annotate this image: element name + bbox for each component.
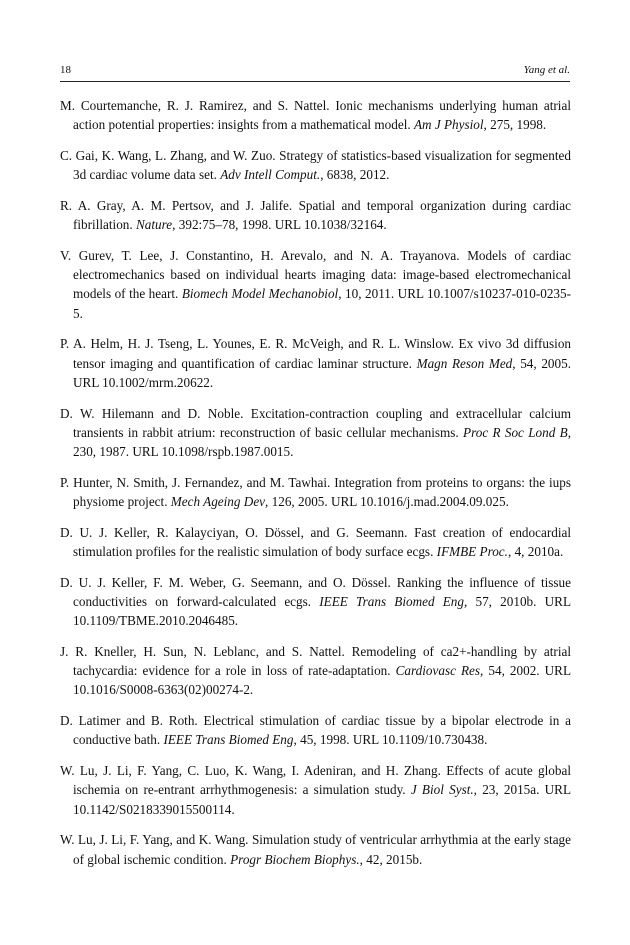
reference-journal: IFMBE Proc. xyxy=(436,544,508,560)
reference-authors: R. A. Gray, A. M. Pertsov, and J. Jalife. xyxy=(60,198,293,213)
reference-title: Excitation-contraction coupling and extracellular calcium transients in rabbit atrium: reconstruction of basic cellular mechanisms. xyxy=(73,405,571,440)
reference-journal: Magn Reson Med xyxy=(416,355,513,371)
reference-title: Effects of acute global ischemia on re-entrant arrhythmogenesis: a simulation study. xyxy=(73,763,571,798)
reference-details: , 392:75–78, 1998. URL 10.1038/32164. xyxy=(172,217,387,233)
reference-details: , 54, 2002. URL 10.1016/S0008-6363(02)00274-2. xyxy=(73,663,572,698)
running-head: Yang et al. xyxy=(523,64,570,76)
reference-entry xyxy=(60,573,571,631)
reference-details: , 54, 2005. URL 10.1002/mrm.20622. xyxy=(73,355,572,390)
reference-authors: M. Courtemanche, R. J. Ramirez, and S. Nattel. xyxy=(60,98,330,113)
reference-title: Strategy of statistics-based visualization for segmented 3d cardiac volume data set. xyxy=(73,148,571,183)
reference-journal: IEEE Trans Biomed Eng xyxy=(319,594,464,610)
reference-entry xyxy=(60,523,571,561)
reference-entry xyxy=(60,642,571,700)
reference-entry xyxy=(60,404,571,462)
reference-authors: D. Latimer and B. Roth. xyxy=(60,713,198,729)
reference-title: Fast creation of endocardial stimulation profiles for the realistic simulation of body surface ecgs. xyxy=(73,524,571,560)
reference-details: , 10, 2011. URL 10.1007/s10237-010-0235-5. xyxy=(73,286,572,321)
reference-authors: D. U. J. Keller, F. M. Weber, G. Seemann, and O. Dössel. xyxy=(60,574,391,590)
reference-entry xyxy=(60,96,571,134)
reference-entry xyxy=(60,830,571,868)
page-header xyxy=(60,64,570,80)
reference-details: , 230, 1987. URL 10.1098/rspb.1987.0015. xyxy=(73,424,571,460)
reference-authors: V. Gurev, T. Lee, J. Constantino, H. Arevalo, and N. A. Trayanova. xyxy=(60,248,460,263)
reference-journal: Cardiovasc Res xyxy=(395,663,481,679)
reference-entry xyxy=(60,473,571,511)
reference-details: , 4, 2010a. xyxy=(507,544,564,560)
reference-title: Models of cardiac electromechanics based on individual hearts imaging data: image-based electromechanical models of the heart. xyxy=(73,248,571,302)
reference-title: Ranking the influence of tissue conductivities on forward-calculated ecgs. xyxy=(73,574,572,610)
reference-authors: J. R. Kneller, H. Sun, N. Leblanc, and S. Nattel. xyxy=(60,644,345,660)
reference-journal: Biomech Model Mechanobiol xyxy=(181,286,339,302)
reference-journal: Nature xyxy=(136,217,173,233)
reference-journal: IEEE Trans Biomed Eng xyxy=(163,732,294,748)
reference-entry xyxy=(60,196,571,234)
reference-authors: W. Lu, J. Li, F. Yang, and K. Wang. xyxy=(60,832,249,848)
reference-details: , 45, 1998. URL 10.1109/10.730438. xyxy=(293,732,488,748)
reference-journal: Proc R Soc Lond B xyxy=(463,424,568,440)
reference-journal: Am J Physiol xyxy=(413,117,484,133)
reference-title: Ionic mechanisms underlying human atrial action potential properties: insights from a mathematical model. xyxy=(73,98,571,133)
reference-title: Electrical stimulation of cardiac tissue by a bipolar electrode in a conductive bath. xyxy=(73,713,572,748)
page-number: 18 xyxy=(60,64,71,76)
reference-entry xyxy=(60,711,571,749)
reference-title: Remodeling of ca2+-handling by atrial tachycardia: evidence for a role in loss of rate-adaptation. xyxy=(73,644,571,679)
reference-authors: P. A. Helm, H. J. Tseng, L. Younes, E. R. McVeigh, and R. L. Winslow. xyxy=(60,336,454,352)
reference-authors: W. Lu, J. Li, F. Yang, C. Luo, K. Wang, I. Adeniran, and H. Zhang. xyxy=(60,763,441,779)
reference-journal: Adv Intell Comput. xyxy=(220,167,321,183)
reference-details: , 42, 2015b. xyxy=(359,851,423,867)
reference-title: Integration from proteins to organs: the iups physiome project. xyxy=(73,474,571,510)
header-rule xyxy=(60,81,570,82)
reference-journal: Progr Biochem Biophys. xyxy=(230,851,360,867)
reference-title: Ex vivo 3d diffusion tensor imaging and quantification of cardiac laminar structure. xyxy=(73,336,572,371)
reference-authors: D. U. J. Keller, R. Kalayciyan, O. Dössel, and G. Seemann. xyxy=(60,524,408,540)
reference-journal: J Biol Syst. xyxy=(410,782,474,798)
reference-entry xyxy=(60,761,571,819)
reference-details: , 126, 2005. URL 10.1016/j.mad.2004.09.025. xyxy=(265,494,509,510)
reference-journal: Mech Ageing Dev xyxy=(170,494,266,510)
reference-details: , 275, 1998. xyxy=(483,117,547,133)
reference-details: , 6838, 2012. xyxy=(320,167,390,183)
reference-entry xyxy=(60,146,571,184)
reference-authors: D. W. Hilemann and D. Noble. xyxy=(60,405,244,421)
reference-title: Spatial and temporal organization during cardiac fibrillation. xyxy=(73,198,571,233)
reference-title: Simulation study of ventricular arrhythmia at the early stage of global ischemic condition. xyxy=(73,832,572,867)
reference-entry xyxy=(60,334,571,392)
reference-details: , 23, 2015a. URL 10.1142/S0218339015500114. xyxy=(73,782,572,817)
reference-list xyxy=(60,96,571,880)
reference-authors: P. Hunter, N. Smith, J. Fernandez, and M. Tawhai. xyxy=(60,474,331,490)
reference-entry xyxy=(60,246,571,323)
reference-details: , 57, 2010b. URL 10.1109/TBME.2010.2046485. xyxy=(73,594,572,629)
reference-authors: C. Gai, K. Wang, L. Zhang, and W. Zuo. xyxy=(60,148,276,163)
